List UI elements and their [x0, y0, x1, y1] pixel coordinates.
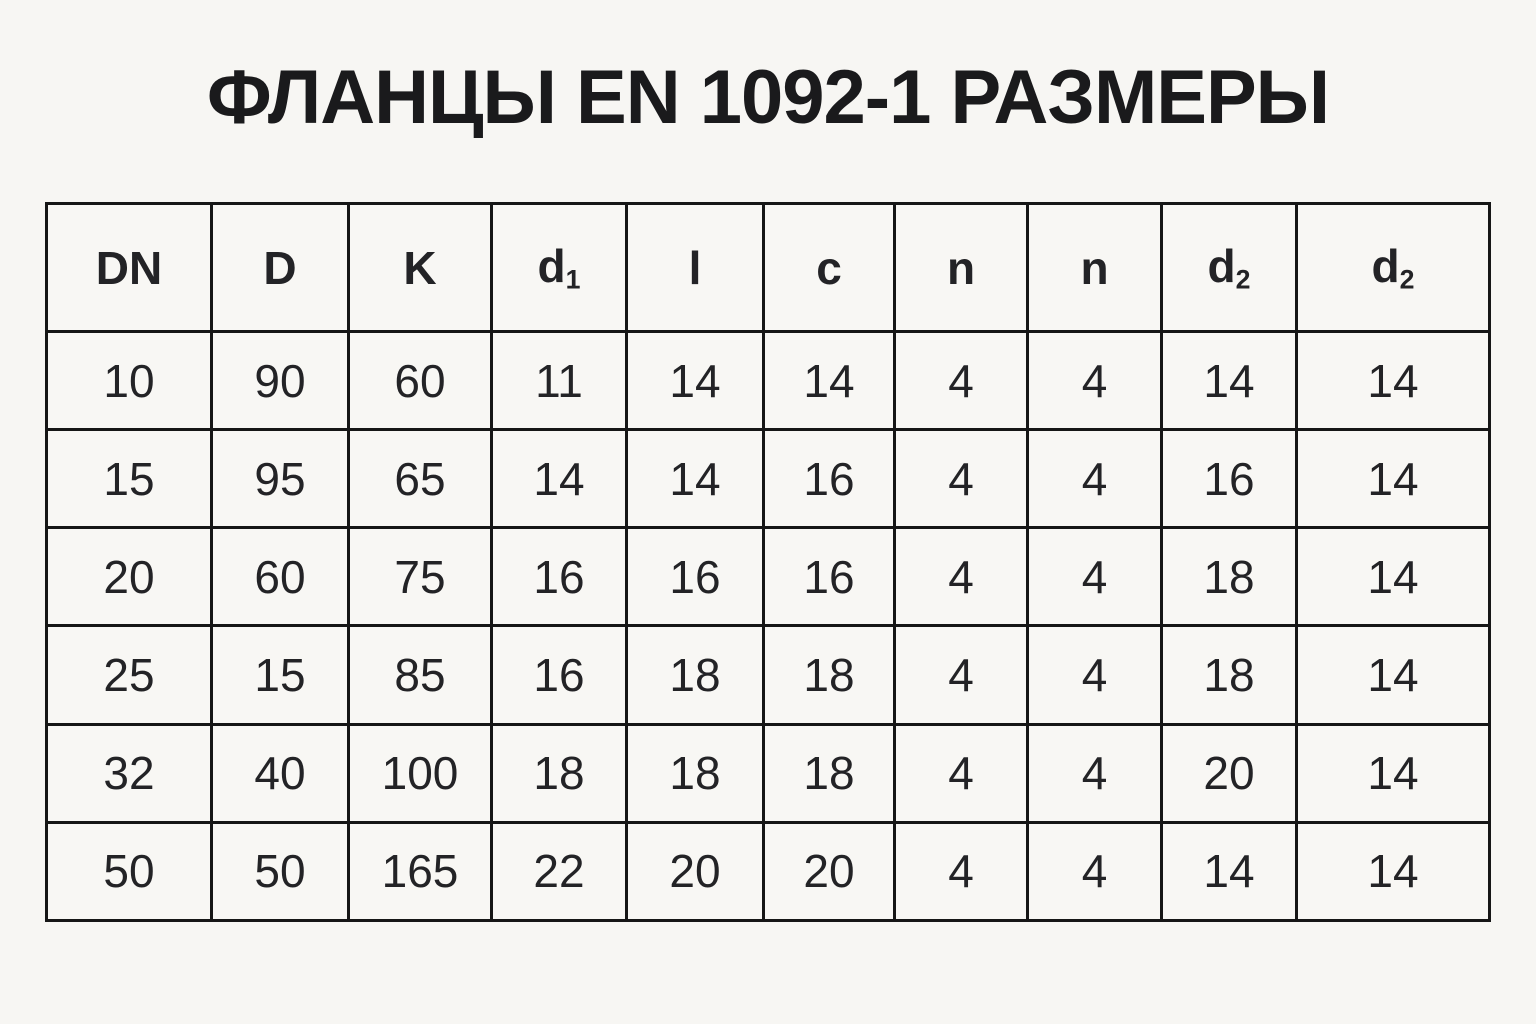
- table-cell: 11: [492, 332, 627, 430]
- column-header-subscript: 2: [1399, 264, 1415, 295]
- table-cell: 14: [1297, 430, 1490, 528]
- table-cell: 14: [1162, 822, 1297, 920]
- column-header-n: [1028, 204, 1162, 332]
- table-cell: 16: [764, 528, 895, 626]
- column-header-d1: [492, 204, 627, 332]
- table-cell: 4: [1028, 822, 1162, 920]
- table-cell: 20: [47, 528, 212, 626]
- table-cell: 14: [1297, 822, 1490, 920]
- table-cell: 75: [349, 528, 492, 626]
- column-header-dn: [47, 204, 212, 332]
- column-header-d2: [1297, 204, 1490, 332]
- flange-dimensions-table: [45, 202, 1491, 922]
- table-row: [47, 724, 1490, 822]
- table-cell: 16: [1162, 430, 1297, 528]
- table-cell: 4: [1028, 724, 1162, 822]
- table-cell: 90: [212, 332, 349, 430]
- table-cell: 14: [764, 332, 895, 430]
- table-cell: 16: [492, 528, 627, 626]
- table-cell: 4: [895, 430, 1028, 528]
- column-header-label: K: [403, 241, 437, 294]
- table-cell: 40: [212, 724, 349, 822]
- table-cell: 165: [349, 822, 492, 920]
- table-cell: 20: [764, 822, 895, 920]
- table-cell: 14: [1297, 626, 1490, 724]
- column-header-label: D: [263, 241, 297, 294]
- table-cell: 4: [895, 724, 1028, 822]
- table-row: [47, 626, 1490, 724]
- table-cell: 16: [627, 528, 764, 626]
- table-cell: 4: [895, 528, 1028, 626]
- table-cell: 15: [47, 430, 212, 528]
- table-row: [47, 430, 1490, 528]
- table-cell: 18: [627, 724, 764, 822]
- table-cell: 18: [1162, 528, 1297, 626]
- column-header-label: n: [946, 241, 976, 294]
- column-header-d: [212, 204, 349, 332]
- table-cell: 14: [1162, 332, 1297, 430]
- table-cell: 100: [349, 724, 492, 822]
- table-cell: 18: [627, 626, 764, 724]
- table-row: [47, 332, 1490, 430]
- table-cell: 4: [1028, 332, 1162, 430]
- table-cell: 65: [349, 430, 492, 528]
- table-cell: 14: [492, 430, 627, 528]
- table-cell: 50: [47, 822, 212, 920]
- table-cell: 20: [627, 822, 764, 920]
- page-title: ФЛАНЦЫ EN 1092-1 РАЗМЕРЫ: [206, 55, 1330, 140]
- table-cell: 20: [1162, 724, 1297, 822]
- table-cell: 18: [1162, 626, 1297, 724]
- table-cell: 18: [764, 626, 895, 724]
- table-cell: 4: [895, 332, 1028, 430]
- column-header-label: l: [688, 241, 702, 294]
- column-header-d2: [1162, 204, 1297, 332]
- table-cell: 4: [1028, 528, 1162, 626]
- table-cell: 14: [627, 332, 764, 430]
- table-header-row: [47, 204, 1490, 332]
- table-cell: 4: [895, 822, 1028, 920]
- table-cell: 95: [212, 430, 349, 528]
- table-cell: 25: [47, 626, 212, 724]
- table-cell: 60: [349, 332, 492, 430]
- table-row: [47, 822, 1490, 920]
- table-cell: 4: [1028, 626, 1162, 724]
- column-header-c: [764, 204, 895, 332]
- table-cell: 18: [764, 724, 895, 822]
- column-header-n: [895, 204, 1028, 332]
- column-header-k: [349, 204, 492, 332]
- column-header-label: d: [537, 240, 566, 293]
- table-cell: 14: [1297, 724, 1490, 822]
- table-cell: 50: [212, 822, 349, 920]
- table-cell: 85: [349, 626, 492, 724]
- column-header-label: c: [816, 241, 842, 294]
- column-header-label: n: [1080, 241, 1109, 294]
- table-cell: 15: [212, 626, 349, 724]
- column-header-label: d: [1207, 240, 1236, 293]
- column-header-subscript: 2: [1235, 264, 1251, 295]
- table-cell: 22: [492, 822, 627, 920]
- table-cell: 32: [47, 724, 212, 822]
- table-cell: 14: [627, 430, 764, 528]
- table-cell: 4: [895, 626, 1028, 724]
- table-row: [47, 528, 1490, 626]
- table-cell: 18: [492, 724, 627, 822]
- table-cell: 14: [1297, 332, 1490, 430]
- column-header-label: d: [1371, 240, 1400, 293]
- table-cell: 16: [764, 430, 895, 528]
- table-header: [47, 204, 1490, 332]
- table-body: [47, 332, 1490, 921]
- table-cell: 60: [212, 528, 349, 626]
- table-cell: 4: [1028, 430, 1162, 528]
- column-header-label: DN: [95, 241, 163, 294]
- table-cell: 16: [492, 626, 627, 724]
- table-cell: 10: [47, 332, 212, 430]
- table-cell: 14: [1297, 528, 1490, 626]
- column-header-l: [627, 204, 764, 332]
- column-header-subscript: 1: [565, 264, 581, 295]
